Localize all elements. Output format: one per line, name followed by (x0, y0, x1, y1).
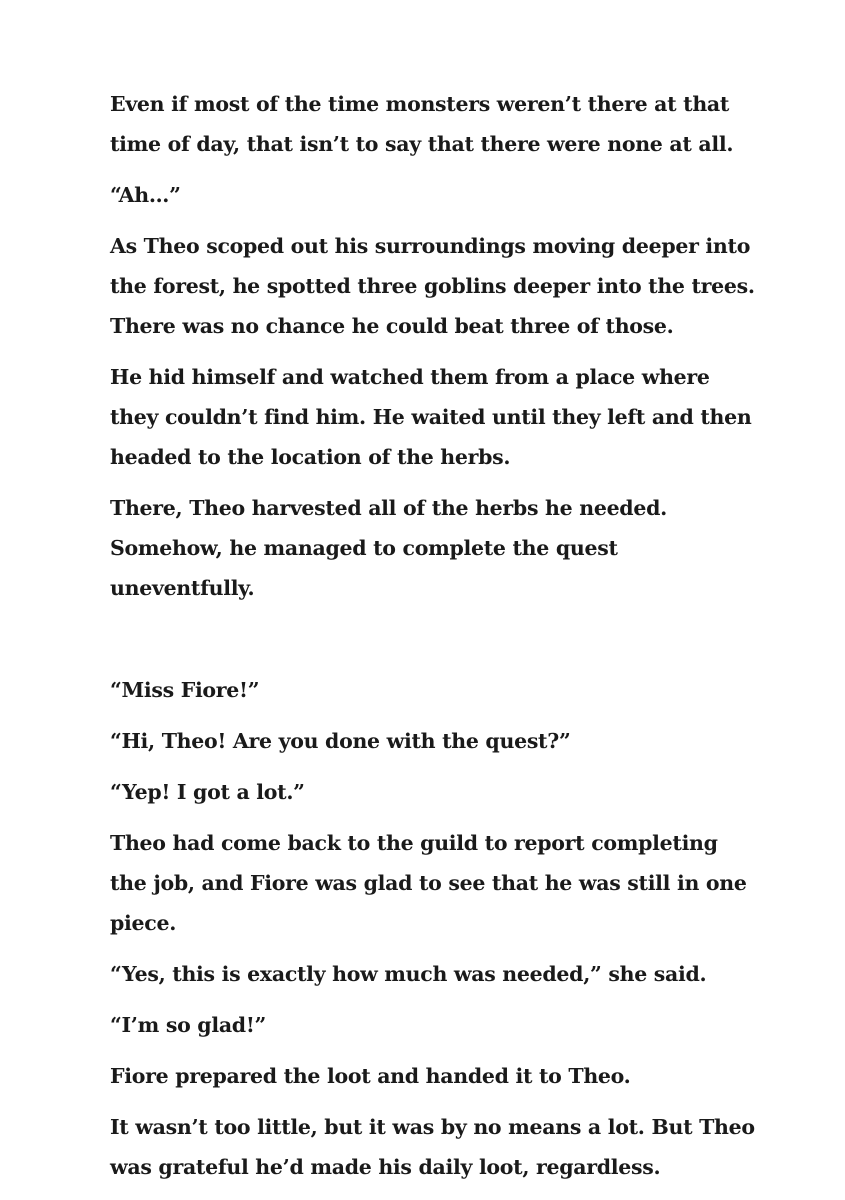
paragraph: As Theo scoped out his surroundings moving deeper into the forest, he spotted three goblins deeper into the trees. There was no chance he could beat three of those. (110, 234, 755, 338)
paragraph: “Ah…” (110, 183, 181, 207)
paragraph: Even if most of the time monsters weren’t there at that time of day, that isn’t to say that there were none at all. (110, 92, 734, 156)
paragraph: Fiore prepared the loot and handed it to Theo. (110, 1064, 631, 1088)
paragraph: “Miss Fiore!” (110, 678, 260, 702)
paragraph: “Yes, this is exactly how much was needed,” she said. (110, 962, 707, 986)
paragraph: It wasn’t too little, but it was by no means a lot. But Theo was grateful he’d made his daily loot, regardless. (110, 1115, 755, 1179)
paragraph: Theo had come back to the guild to report completing the job, and Fiore was glad to see that he was still in one piece. (110, 831, 747, 935)
scene-break (110, 619, 760, 670)
paragraph: He hid himself and watched them from a place where they couldn’t find him. He waited until they left and then headed to the location of the herbs. (110, 365, 752, 469)
page-body (110, 84, 760, 1198)
paragraph: “Hi, Theo! Are you done with the quest?” (110, 729, 571, 753)
paragraph: “Yep! I got a lot.” (110, 780, 305, 804)
paragraph: “I’m so glad!” (110, 1013, 267, 1037)
paragraph: There, Theo harvested all of the herbs he needed. Somehow, he managed to complete the quest uneventfully. (110, 496, 667, 600)
